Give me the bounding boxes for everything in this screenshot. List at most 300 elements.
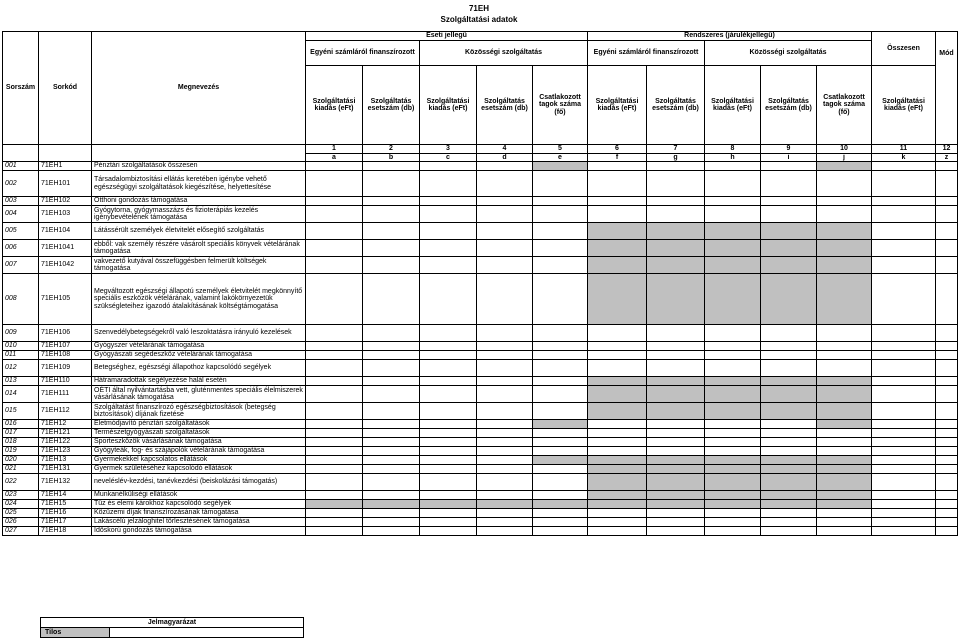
data-cell[interactable]: [533, 438, 588, 447]
forbidden-cell: [817, 223, 872, 240]
data-cell[interactable]: [420, 342, 477, 351]
data-cell[interactable]: [705, 509, 761, 518]
data-cell[interactable]: [306, 491, 363, 500]
data-cell[interactable]: [533, 342, 588, 351]
data-cell[interactable]: [817, 447, 872, 456]
data-cell[interactable]: [420, 403, 477, 420]
data-cell[interactable]: [363, 325, 420, 342]
data-cell[interactable]: [705, 351, 761, 360]
data-cell[interactable]: [306, 386, 363, 403]
data-cell[interactable]: [363, 456, 420, 465]
data-cell[interactable]: [588, 342, 647, 351]
row-sorszam: 020: [3, 456, 39, 465]
data-cell[interactable]: [761, 325, 817, 342]
data-cell[interactable]: [647, 509, 705, 518]
data-cell[interactable]: [306, 360, 363, 377]
forbidden-cell: [817, 500, 872, 509]
data-cell[interactable]: [761, 351, 817, 360]
row-sorszam: 006: [3, 240, 39, 257]
data-cell[interactable]: [817, 206, 872, 223]
data-cell[interactable]: [363, 351, 420, 360]
data-cell[interactable]: [363, 420, 420, 429]
data-cell[interactable]: [306, 351, 363, 360]
data-cell[interactable]: [761, 360, 817, 377]
data-cell[interactable]: [761, 420, 817, 429]
kozossegi-header-1: Közösségi szolgáltatás: [420, 41, 588, 66]
data-cell[interactable]: [420, 240, 477, 257]
data-cell[interactable]: [761, 197, 817, 206]
col-letter: c: [420, 153, 477, 162]
data-cell[interactable]: [477, 223, 533, 240]
data-cell[interactable]: [533, 474, 588, 491]
data-cell[interactable]: [363, 447, 420, 456]
data-cell[interactable]: [872, 377, 936, 386]
data-cell[interactable]: [306, 223, 363, 240]
data-cell[interactable]: [533, 465, 588, 474]
data-cell[interactable]: [306, 171, 363, 197]
data-cell[interactable]: [761, 527, 817, 536]
table-row: [3, 351, 958, 360]
row-sorkod: 71EH1042: [39, 257, 92, 274]
data-cell[interactable]: [533, 325, 588, 342]
data-cell[interactable]: [420, 206, 477, 223]
data-cell[interactable]: [817, 360, 872, 377]
table-row: [3, 240, 958, 257]
data-cell[interactable]: [420, 197, 477, 206]
data-cell[interactable]: [705, 518, 761, 527]
forbidden-cell: [420, 500, 477, 509]
forbidden-cell: [533, 456, 588, 465]
data-cell[interactable]: [647, 447, 705, 456]
data-cell[interactable]: [647, 438, 705, 447]
data-cell[interactable]: [306, 465, 363, 474]
data-cell[interactable]: [420, 351, 477, 360]
data-cell[interactable]: [936, 377, 958, 386]
data-cell[interactable]: [363, 386, 420, 403]
table-row: [3, 509, 958, 518]
col-number: 9: [761, 145, 817, 154]
data-cell[interactable]: [817, 509, 872, 518]
data-cell[interactable]: [533, 518, 588, 527]
data-cell[interactable]: [872, 429, 936, 438]
data-cell[interactable]: [588, 171, 647, 197]
data-cell[interactable]: [705, 162, 761, 171]
data-cell[interactable]: [817, 518, 872, 527]
data-cell[interactable]: [936, 240, 958, 257]
data-cell[interactable]: [588, 351, 647, 360]
data-cell[interactable]: [420, 447, 477, 456]
data-cell[interactable]: [761, 162, 817, 171]
data-cell[interactable]: [420, 325, 477, 342]
data-cell[interactable]: [936, 351, 958, 360]
data-cell[interactable]: [477, 403, 533, 420]
data-cell[interactable]: [705, 429, 761, 438]
forbidden-cell: [588, 257, 647, 274]
data-cell[interactable]: [363, 403, 420, 420]
data-cell[interactable]: [477, 465, 533, 474]
forbidden-cell: [817, 240, 872, 257]
data-cell[interactable]: [761, 447, 817, 456]
data-cell[interactable]: [936, 527, 958, 536]
forbidden-cell: [705, 474, 761, 491]
data-cell[interactable]: [477, 274, 533, 325]
data-cell[interactable]: [936, 257, 958, 274]
data-cell[interactable]: [306, 474, 363, 491]
data-cell[interactable]: [306, 197, 363, 206]
data-cell[interactable]: [477, 240, 533, 257]
data-cell[interactable]: [533, 386, 588, 403]
data-cell[interactable]: [420, 274, 477, 325]
data-cell[interactable]: [872, 197, 936, 206]
data-cell[interactable]: [533, 171, 588, 197]
data-cell[interactable]: [477, 206, 533, 223]
data-cell[interactable]: [420, 420, 477, 429]
data-cell[interactable]: [872, 257, 936, 274]
data-cell[interactable]: [306, 438, 363, 447]
data-cell[interactable]: [817, 342, 872, 351]
data-cell[interactable]: [420, 162, 477, 171]
row-sorszam: 011: [3, 351, 39, 360]
data-cell[interactable]: [872, 223, 936, 240]
data-cell[interactable]: [477, 527, 533, 536]
data-cell[interactable]: [705, 438, 761, 447]
data-cell[interactable]: [872, 491, 936, 500]
data-cell[interactable]: [306, 429, 363, 438]
forbidden-cell: [817, 257, 872, 274]
data-cell[interactable]: [477, 456, 533, 465]
data-cell[interactable]: [872, 500, 936, 509]
data-cell[interactable]: [872, 351, 936, 360]
data-cell[interactable]: [477, 171, 533, 197]
data-cell[interactable]: [817, 325, 872, 342]
col-4-header: Szolgáltatás esetszám (db): [477, 66, 533, 145]
data-cell[interactable]: [817, 429, 872, 438]
data-cell[interactable]: [817, 197, 872, 206]
data-cell[interactable]: [533, 197, 588, 206]
forbidden-cell: [817, 377, 872, 386]
forbidden-cell: [647, 474, 705, 491]
data-cell[interactable]: [533, 377, 588, 386]
data-cell[interactable]: [936, 206, 958, 223]
data-cell[interactable]: [647, 325, 705, 342]
data-cell[interactable]: [363, 465, 420, 474]
data-cell[interactable]: [872, 342, 936, 351]
forbidden-cell: [588, 500, 647, 509]
data-cell[interactable]: [872, 456, 936, 465]
data-cell[interactable]: [761, 438, 817, 447]
data-cell[interactable]: [936, 518, 958, 527]
data-cell[interactable]: [872, 171, 936, 197]
forbidden-cell: [588, 474, 647, 491]
data-cell[interactable]: [647, 206, 705, 223]
row-name: vakvezető kutyával összefüggésben felmerült költségek támogatása: [92, 257, 306, 274]
data-cell[interactable]: [872, 447, 936, 456]
data-cell[interactable]: [647, 162, 705, 171]
forbidden-cell: [761, 377, 817, 386]
data-cell[interactable]: [420, 377, 477, 386]
data-cell[interactable]: [647, 518, 705, 527]
data-cell[interactable]: [872, 162, 936, 171]
data-cell[interactable]: [306, 274, 363, 325]
data-cell[interactable]: [306, 403, 363, 420]
data-cell[interactable]: [420, 474, 477, 491]
data-cell[interactable]: [761, 509, 817, 518]
row-sorkod: 71EH131: [39, 465, 92, 474]
data-cell[interactable]: [533, 274, 588, 325]
data-cell[interactable]: [647, 360, 705, 377]
data-cell[interactable]: [477, 438, 533, 447]
data-cell[interactable]: [936, 509, 958, 518]
row-sorszam: 024: [3, 500, 39, 509]
data-cell[interactable]: [363, 274, 420, 325]
data-cell[interactable]: [533, 360, 588, 377]
data-cell[interactable]: [477, 377, 533, 386]
data-cell[interactable]: [647, 429, 705, 438]
data-cell[interactable]: [872, 420, 936, 429]
data-cell[interactable]: [705, 206, 761, 223]
data-cell[interactable]: [477, 325, 533, 342]
data-cell[interactable]: [872, 474, 936, 491]
row-name: Látássérült személyek életvitelét elősegítő szolgáltatás: [92, 223, 306, 240]
data-cell[interactable]: [420, 171, 477, 197]
data-cell[interactable]: [872, 274, 936, 325]
data-cell[interactable]: [477, 197, 533, 206]
data-cell[interactable]: [363, 171, 420, 197]
data-cell[interactable]: [588, 325, 647, 342]
data-cell[interactable]: [363, 223, 420, 240]
data-cell[interactable]: [936, 197, 958, 206]
data-cell[interactable]: [872, 386, 936, 403]
data-cell[interactable]: [872, 527, 936, 536]
data-cell[interactable]: [533, 403, 588, 420]
data-cell[interactable]: [588, 527, 647, 536]
data-cell[interactable]: [363, 527, 420, 536]
data-cell[interactable]: [363, 429, 420, 438]
data-cell[interactable]: [533, 223, 588, 240]
forbidden-cell: [705, 456, 761, 465]
data-cell[interactable]: [306, 257, 363, 274]
data-cell[interactable]: [936, 325, 958, 342]
data-cell[interactable]: [588, 518, 647, 527]
data-cell[interactable]: [705, 420, 761, 429]
data-cell[interactable]: [588, 420, 647, 429]
data-cell[interactable]: [306, 420, 363, 429]
data-cell[interactable]: [533, 351, 588, 360]
data-cell[interactable]: [363, 240, 420, 257]
data-cell[interactable]: [817, 351, 872, 360]
data-cell[interactable]: [936, 171, 958, 197]
data-cell[interactable]: [936, 438, 958, 447]
data-cell[interactable]: [363, 491, 420, 500]
data-cell[interactable]: [306, 206, 363, 223]
data-cell[interactable]: [588, 509, 647, 518]
data-cell[interactable]: [306, 240, 363, 257]
data-cell[interactable]: [936, 342, 958, 351]
data-cell[interactable]: [705, 527, 761, 536]
data-cell[interactable]: [936, 474, 958, 491]
col-letter: g: [647, 153, 705, 162]
forbidden-cell: [647, 403, 705, 420]
data-cell[interactable]: [306, 527, 363, 536]
col-letter: i: [761, 153, 817, 162]
data-cell[interactable]: [936, 465, 958, 474]
data-cell[interactable]: [477, 386, 533, 403]
data-cell[interactable]: [705, 197, 761, 206]
data-cell[interactable]: [872, 509, 936, 518]
data-cell[interactable]: [420, 509, 477, 518]
data-cell[interactable]: [363, 197, 420, 206]
data-cell[interactable]: [936, 456, 958, 465]
data-cell[interactable]: [936, 447, 958, 456]
data-cell[interactable]: [477, 420, 533, 429]
data-cell[interactable]: [420, 360, 477, 377]
data-cell[interactable]: [533, 206, 588, 223]
data-cell[interactable]: [872, 360, 936, 377]
data-cell[interactable]: [872, 465, 936, 474]
data-cell[interactable]: [936, 420, 958, 429]
data-cell[interactable]: [477, 518, 533, 527]
data-cell[interactable]: [533, 447, 588, 456]
data-cell[interactable]: [420, 491, 477, 500]
data-cell[interactable]: [420, 386, 477, 403]
data-cell[interactable]: [363, 518, 420, 527]
data-cell[interactable]: [420, 257, 477, 274]
data-cell[interactable]: [477, 342, 533, 351]
data-cell[interactable]: [761, 206, 817, 223]
data-cell[interactable]: [588, 197, 647, 206]
data-cell[interactable]: [477, 162, 533, 171]
data-cell[interactable]: [647, 527, 705, 536]
row-sorszam: 008: [3, 274, 39, 325]
forbidden-cell: [705, 377, 761, 386]
data-cell[interactable]: [936, 274, 958, 325]
services-table: [2, 31, 958, 536]
data-cell[interactable]: [363, 257, 420, 274]
data-cell[interactable]: [363, 342, 420, 351]
data-cell[interactable]: [872, 438, 936, 447]
data-cell[interactable]: [306, 377, 363, 386]
data-cell[interactable]: [872, 403, 936, 420]
data-cell[interactable]: [363, 377, 420, 386]
data-cell[interactable]: [761, 171, 817, 197]
data-cell[interactable]: [936, 162, 958, 171]
data-cell[interactable]: [588, 438, 647, 447]
data-cell[interactable]: [477, 447, 533, 456]
data-cell[interactable]: [533, 509, 588, 518]
data-cell[interactable]: [936, 386, 958, 403]
data-cell[interactable]: [588, 360, 647, 377]
data-cell[interactable]: [588, 206, 647, 223]
data-cell[interactable]: [420, 518, 477, 527]
data-cell[interactable]: [936, 429, 958, 438]
data-cell[interactable]: [306, 447, 363, 456]
data-cell[interactable]: [363, 162, 420, 171]
data-cell[interactable]: [817, 527, 872, 536]
data-cell[interactable]: [420, 223, 477, 240]
data-cell[interactable]: [533, 257, 588, 274]
data-cell[interactable]: [936, 360, 958, 377]
data-cell[interactable]: [363, 360, 420, 377]
data-cell[interactable]: [872, 518, 936, 527]
data-cell[interactable]: [477, 509, 533, 518]
data-cell[interactable]: [761, 342, 817, 351]
data-cell[interactable]: [588, 162, 647, 171]
sorkod-header: Sorkód: [39, 32, 92, 145]
data-cell[interactable]: [306, 162, 363, 171]
data-cell[interactable]: [363, 509, 420, 518]
data-cell[interactable]: [705, 171, 761, 197]
forbidden-cell: [647, 456, 705, 465]
data-cell[interactable]: [817, 171, 872, 197]
data-cell[interactable]: [588, 447, 647, 456]
data-cell[interactable]: [533, 491, 588, 500]
data-cell[interactable]: [306, 342, 363, 351]
data-cell[interactable]: [817, 438, 872, 447]
data-cell[interactable]: [705, 342, 761, 351]
data-cell[interactable]: [647, 171, 705, 197]
data-cell[interactable]: [872, 240, 936, 257]
data-cell[interactable]: [420, 527, 477, 536]
data-cell[interactable]: [420, 456, 477, 465]
data-cell[interactable]: [761, 429, 817, 438]
data-cell[interactable]: [705, 325, 761, 342]
data-cell[interactable]: [477, 491, 533, 500]
data-cell[interactable]: [363, 438, 420, 447]
data-cell[interactable]: [306, 325, 363, 342]
data-cell[interactable]: [647, 351, 705, 360]
data-cell[interactable]: [363, 474, 420, 491]
data-cell[interactable]: [477, 429, 533, 438]
table-row: [3, 491, 958, 500]
row-sorszam: 012: [3, 360, 39, 377]
data-cell[interactable]: [872, 206, 936, 223]
kozossegi-header-2: Közösségi szolgáltatás: [705, 41, 872, 66]
data-cell[interactable]: [477, 351, 533, 360]
data-cell[interactable]: [872, 325, 936, 342]
forbidden-cell: [817, 465, 872, 474]
data-cell[interactable]: [420, 438, 477, 447]
data-cell[interactable]: [533, 429, 588, 438]
data-cell[interactable]: [477, 257, 533, 274]
data-cell[interactable]: [363, 206, 420, 223]
table-row: [3, 429, 958, 438]
data-cell[interactable]: [533, 527, 588, 536]
data-cell[interactable]: [477, 360, 533, 377]
data-cell[interactable]: [936, 223, 958, 240]
data-cell[interactable]: [761, 518, 817, 527]
data-cell[interactable]: [588, 429, 647, 438]
data-cell[interactable]: [705, 447, 761, 456]
data-cell[interactable]: [936, 491, 958, 500]
data-cell[interactable]: [936, 403, 958, 420]
data-cell[interactable]: [420, 429, 477, 438]
row-name: Szolgáltatást finanszírozó egészségbiztosítások (betegség biztosítások) díjának fizetése: [92, 403, 306, 420]
data-cell[interactable]: [306, 456, 363, 465]
data-cell[interactable]: [936, 500, 958, 509]
data-cell[interactable]: [306, 509, 363, 518]
egyeni-header-2: Egyéni számláról finanszírozott: [588, 41, 705, 66]
forbidden-cell: [817, 386, 872, 403]
data-cell[interactable]: [647, 342, 705, 351]
forbidden-cell: [647, 377, 705, 386]
data-cell[interactable]: [420, 465, 477, 474]
data-cell[interactable]: [306, 518, 363, 527]
data-cell[interactable]: [477, 474, 533, 491]
data-cell[interactable]: [647, 197, 705, 206]
data-cell[interactable]: [705, 360, 761, 377]
data-cell[interactable]: [533, 240, 588, 257]
data-cell[interactable]: [647, 420, 705, 429]
